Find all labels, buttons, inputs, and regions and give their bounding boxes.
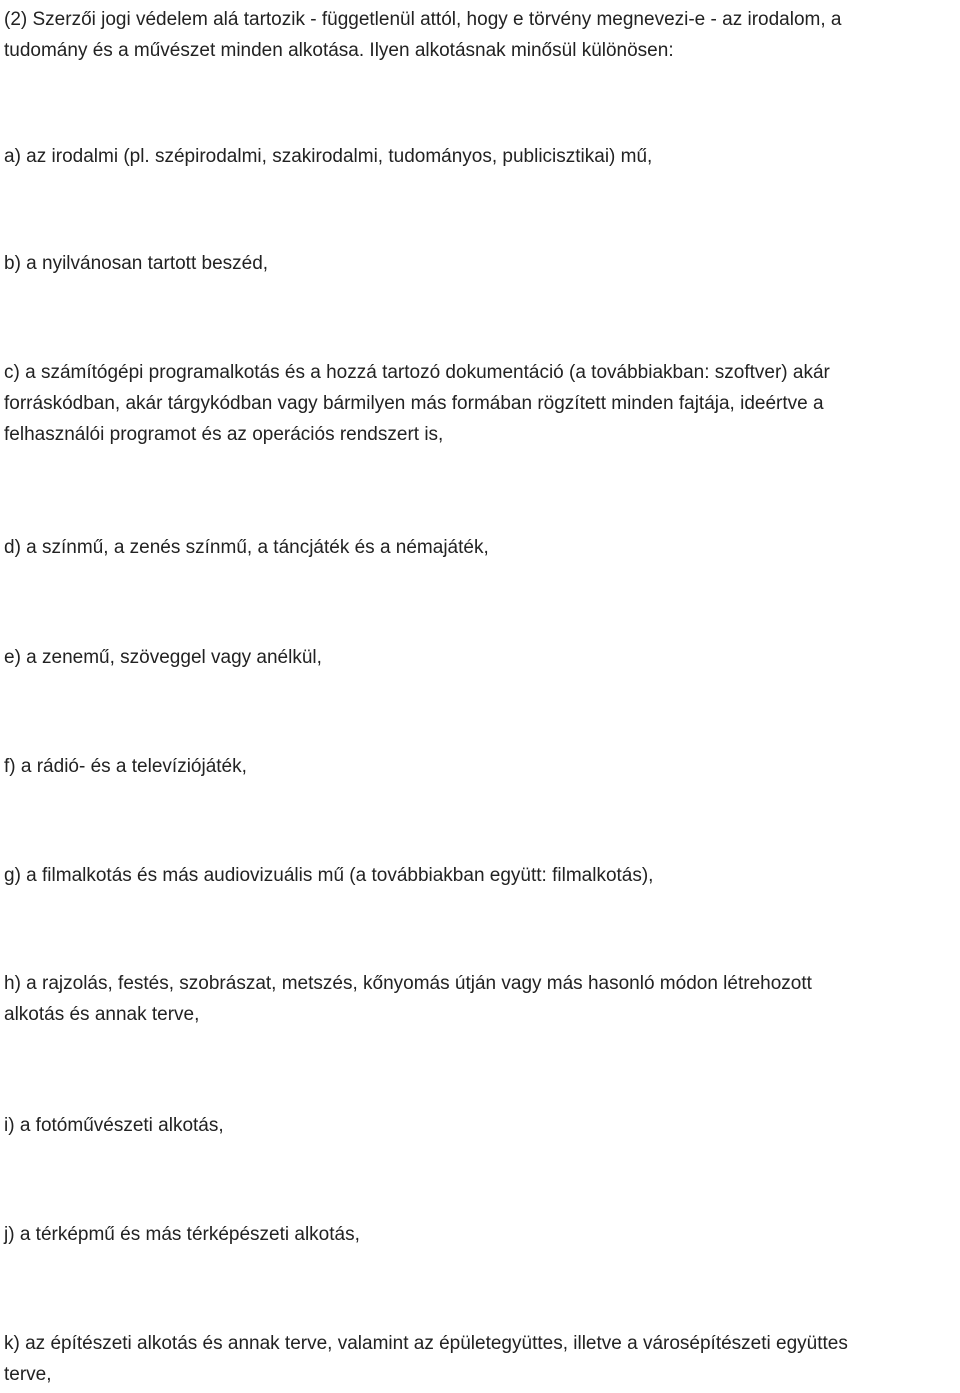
list-item-j	[4, 1219, 956, 1250]
list-item-a	[4, 141, 956, 172]
text-line: (2) Szerzői jogi védelem alá tartozik - függetlenül attól, hogy e törvény megnevezi-e - az irodalom, a	[4, 9, 842, 30]
text-line: h) a rajzolás, festés, szobrászat, metszés, kőnyomás útján vagy más hasonló módon létrehozott	[4, 973, 812, 994]
text-line: terve,	[4, 1364, 52, 1385]
list-item-g	[4, 860, 956, 891]
text-line: e) a zenemű, szöveggel vagy anélkül,	[4, 647, 322, 668]
list-item-h	[4, 968, 956, 1030]
text-line: tudomány és a művészet minden alkotása. Ilyen alkotásnak minősül különösen:	[4, 40, 674, 61]
list-item-k	[4, 1328, 956, 1390]
text-line: j) a térképmű és más térképészeti alkotás,	[4, 1224, 360, 1245]
text-line: k) az építészeti alkotás és annak terve, valamint az épületegyüttes, illetve a városépítészeti együttes	[4, 1333, 848, 1354]
text-line: g) a filmalkotás és más audiovizuális mű (a továbbiakban együtt: filmalkotás),	[4, 865, 654, 886]
list-item-c	[4, 357, 956, 450]
text-line: b) a nyilvánosan tartott beszéd,	[4, 253, 269, 274]
intro-paragraph	[4, 4, 956, 66]
text-line: alkotás és annak terve,	[4, 1004, 200, 1025]
list-item-d	[4, 532, 956, 563]
list-item-e	[4, 642, 956, 673]
text-line: felhasználói programot és az operációs rendszert is,	[4, 424, 444, 445]
text-line: i) a fotóművészeti alkotás,	[4, 1115, 224, 1136]
text-line: a) az irodalmi (pl. szépirodalmi, szakirodalmi, tudományos, publicisztikai) mű,	[4, 146, 653, 167]
list-item-i	[4, 1110, 956, 1141]
text-line: c) a számítógépi programalkotás és a hozzá tartozó dokumentáció (a továbbiakban: szoftver) akár	[4, 362, 830, 383]
text-line: d) a színmű, a zenés színmű, a táncjáték és a némajáték,	[4, 537, 489, 558]
list-item-b	[4, 248, 956, 279]
text-line: forráskódban, akár tárgykódban vagy bármilyen más formában rögzített minden fajtája, ideértve a	[4, 393, 824, 414]
text-line: f) a rádió- és a televíziójáték,	[4, 756, 247, 777]
list-item-f	[4, 751, 956, 782]
